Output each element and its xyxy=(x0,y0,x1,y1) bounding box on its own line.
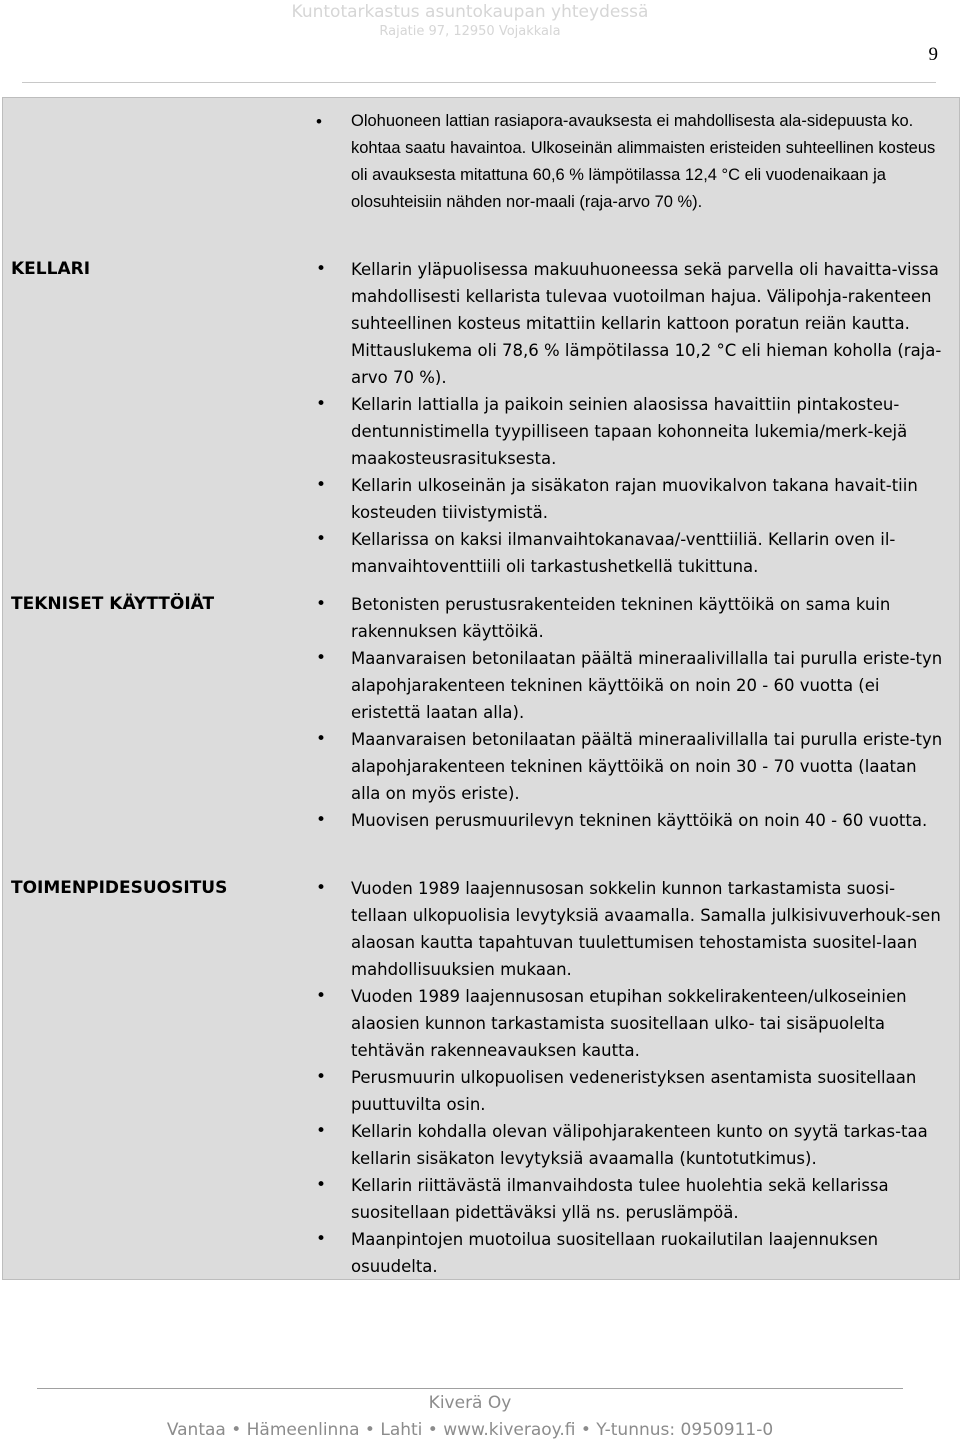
list-item: • Maanpintojen muotoilua suositellaan ruokailutilan laajennuksen osuudelta. xyxy=(303,1226,947,1280)
header-address: Rajatie 97, 12950 Vojakkala xyxy=(379,24,561,39)
list-item: • Perusmuurin ulkopuolisen vedeneristyksen asentamista suositellaan puuttuvilta osin. xyxy=(303,1064,947,1118)
header-title: Kuntotarkastus asuntokaupan yhteydessä xyxy=(291,2,649,22)
section-row-tekniset-kayttoiat xyxy=(3,581,959,862)
section-label xyxy=(3,108,303,240)
bullet-list xyxy=(303,108,947,216)
bullet-list xyxy=(303,256,947,580)
list-item: • Kellarin yläpuolisessa makuuhuoneessa sekä parvella oli havaitta-vissa mahdollisesti kellarista tulevaa vuotoilman hajua. Välipohja-rakenteen suhteellinen kosteus mitattiin kellarin kattoon poratun reiän kautta. Mittauslukema oli 78,6 % lämpötilassa 10,2 °C eli hieman koholla (raja-arvo 70 %). xyxy=(303,256,947,391)
list-item: • Vuoden 1989 laajennusosan sokkelin kunnon tarkastamista suosi-tellaan ulkopuolisia levytyksiä avaamalla. Samalla julkisivuverhouk-sen alaosan kautta tapahtuvan tuulettumisen tehostamista suositel-laan mahdollisuuksien mukaan. xyxy=(303,875,947,983)
header-divider xyxy=(22,82,936,83)
section-label: TEKNISET KÄYTTÖIÄT xyxy=(11,594,215,614)
list-item: • Vuoden 1989 laajennusosan etupihan sokkelirakenteen/ulkoseinien alaosien kunnon tarkastamista suositellaan ulko- tai sisäpuolelta tehtävän rakenneavauksen kautta. xyxy=(303,983,947,1064)
report-table xyxy=(2,97,960,1280)
section-row-kellari xyxy=(3,240,959,581)
section-row-continued xyxy=(3,98,959,240)
page-number: 9 xyxy=(928,44,938,65)
section-row-toimenpidesuositus xyxy=(3,862,959,1279)
footer-company: Kiverä Oy xyxy=(428,1393,512,1413)
list-item: • Betonisten perustusrakenteiden tekninen käyttöikä on sama kuin rakennuksen käyttöikä. xyxy=(303,591,947,645)
section-label: TOIMENPIDESUOSITUS xyxy=(11,878,228,898)
list-item: • Kellarin riittävästä ilmanvaihdosta tulee huolehtia sekä kellarissa suositellaan pidettäväksi yllä ns. peruslämpöä. xyxy=(303,1172,947,1226)
section-label: KELLARI xyxy=(11,259,91,279)
list-item: • Kellarin kohdalla olevan välipohjarakenteen kunto on syytä tarkas-taa kellarin sisäkaton levytyksiä avaamalla (kuntotutkimus). xyxy=(303,1118,947,1172)
footer-info: Vantaa • Hämeenlinna • Lahti • www.kiveraoy.fi • Y-tunnus: 0950911-0 xyxy=(166,1420,774,1440)
list-item: • Kellarin ulkoseinän ja sisäkaton rajan muovikalvon takana havait-tiin kosteuden tiivistymistä. xyxy=(303,472,947,526)
list-item: • Olohuoneen lattian rasiapora-avauksesta ei mahdollisesta ala-sidepuusta ko. kohtaa saatu havaintoa. Ulkoseinän alimmaisten eristeiden suhteellinen kosteus oli avauksesta mitattuna 60,6 % lämpötilassa 12,4 °C eli vuodenaikaan ja olosuhteisiin nähden nor-maali (raja-arvo 70 %). xyxy=(303,108,947,216)
list-item: • Kellarissa on kaksi ilmanvaihtokanavaa/-venttiiliä. Kellarin oven il-manvaihtoventtiili oli tarkastushetkellä tukittuna. xyxy=(303,526,947,580)
list-item: • Kellarin lattialla ja paikoin seinien alaosissa havaittiin pintakosteu-dentunnistimella tyypilliseen tapaan kohonneita lukemia/merk-kejä maakosteusrasituksesta. xyxy=(303,391,947,472)
list-item: • Muovisen perusmuurilevyn tekninen käyttöikä on noin 40 - 60 vuotta. xyxy=(303,807,947,834)
list-item: • Maanvaraisen betonilaatan päältä mineraalivillalla tai purulla eriste-tyn alapohjarakenteen tekninen käyttöikä on noin 30 - 70 vuotta (laatan alla on myös eriste). xyxy=(303,726,947,807)
bullet-list xyxy=(303,875,947,1280)
list-item: • Maanvaraisen betonilaatan päältä mineraalivillalla tai purulla eriste-tyn alapohjarakenteen tekninen käyttöikä on noin 20 - 60 vuotta (ei eristettä laatan alla). xyxy=(303,645,947,726)
footer-divider xyxy=(37,1388,903,1389)
page-header xyxy=(0,0,960,48)
bullet-list xyxy=(303,591,947,834)
